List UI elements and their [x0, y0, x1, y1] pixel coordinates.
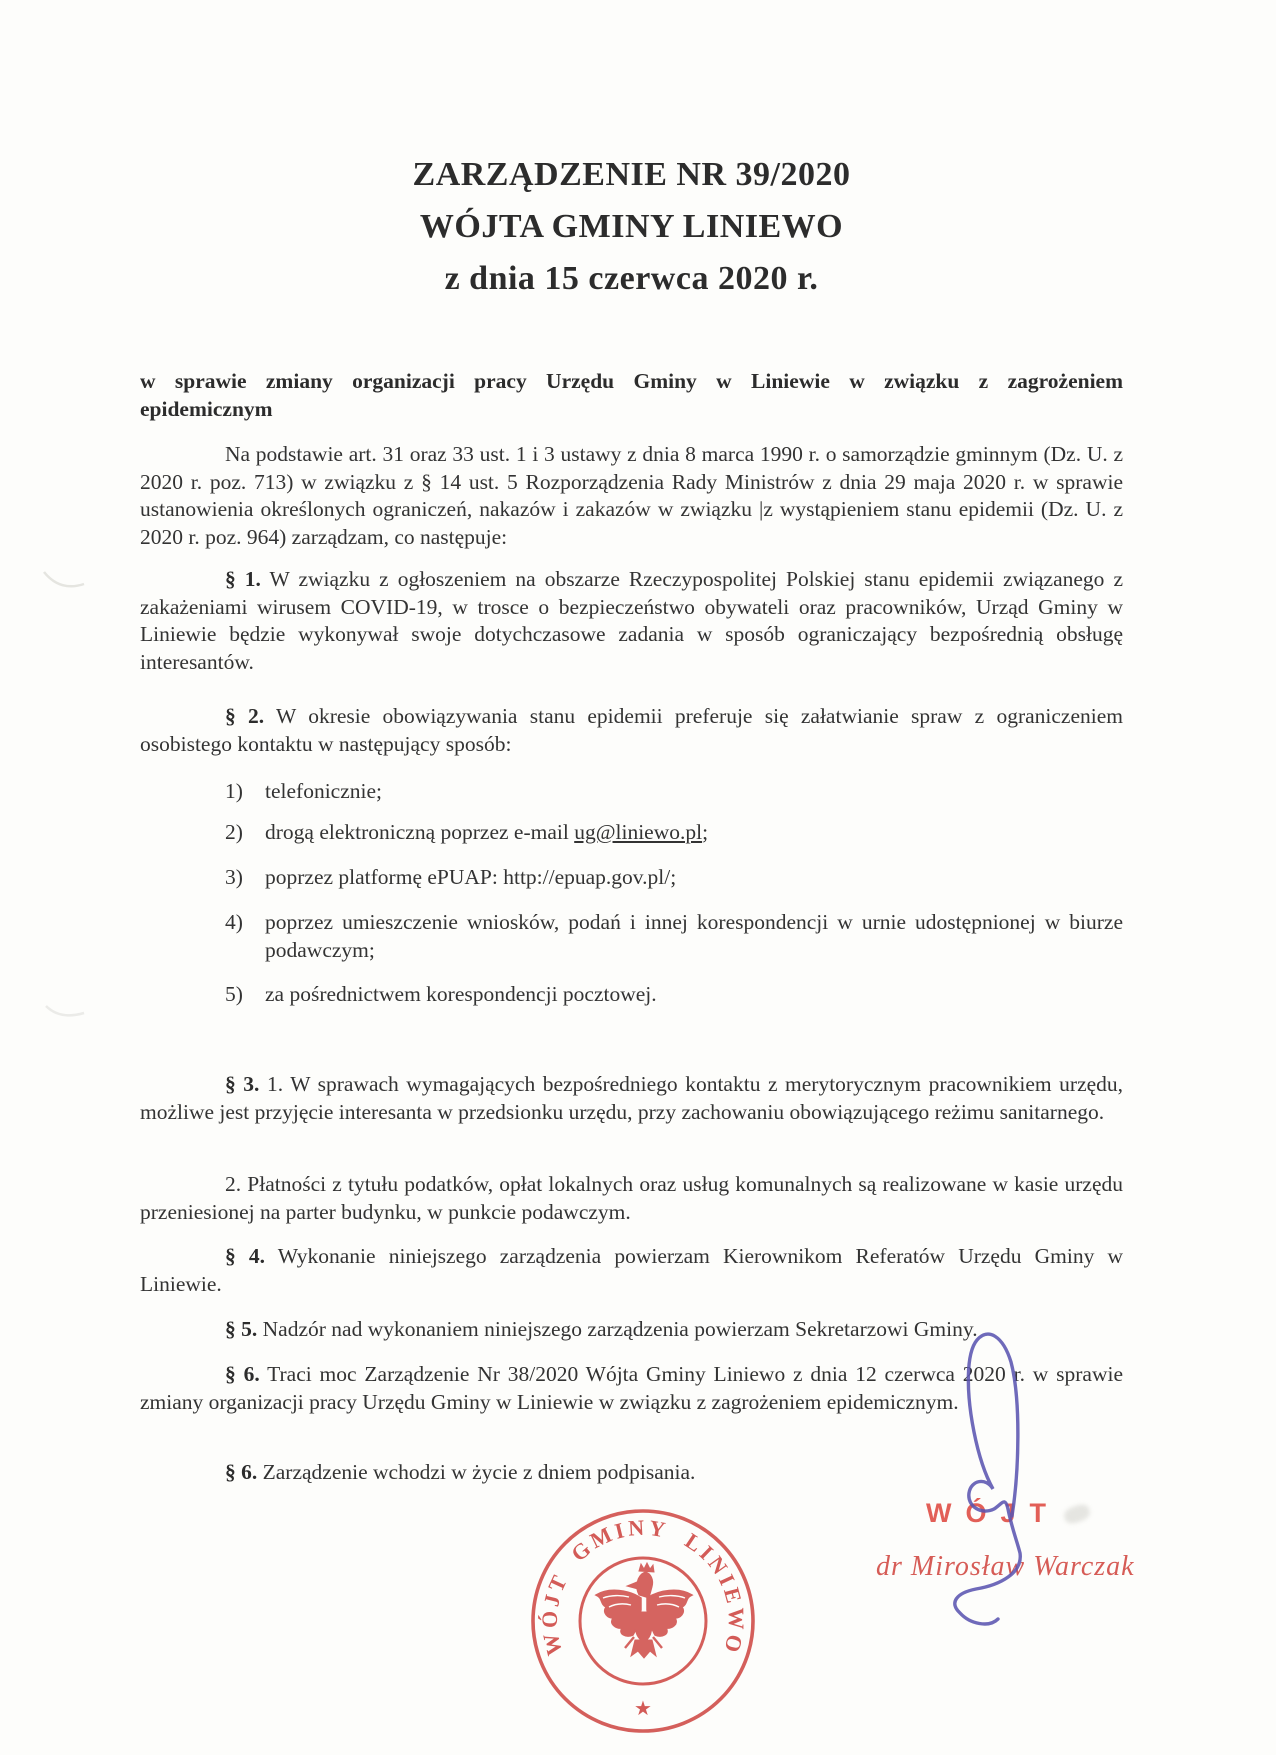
list-item-1-text: telefonicznie;	[265, 779, 382, 803]
section-1-mark: § 1.	[225, 567, 261, 591]
section-5-text: Nadzór nad wykonaniem niniejszego zarządzenia powierzam Sekretarzowi Gminy.	[262, 1317, 978, 1341]
section-6-text: Traci moc Zarządzenie Nr 38/2020 Wójta Gminy Liniewo z dnia 12 czerwca 2020 r. w sprawie zmiany organizacji pracy Urzędu Gminy w Liniewie w związku z zagrożeniem epidemicznym.	[140, 1362, 1123, 1414]
section-3-mark: § 3.	[225, 1072, 260, 1096]
list-item-1-marker: 1)	[225, 779, 243, 803]
pen-signature-stroke	[955, 1334, 1020, 1624]
list-item-5-text: za pośrednictwem korespondencji pocztowej.	[265, 982, 657, 1006]
section-2-mark: § 2.	[225, 704, 265, 728]
list-item-3-marker: 3)	[225, 865, 243, 889]
section-4-mark: § 4.	[225, 1244, 266, 1268]
seal-ring-text: WÓJT GMINY LINIEWO	[536, 1514, 750, 1659]
scan-artifact-curve-2	[46, 1006, 84, 1015]
legal-basis-paragraph: Na podstawie art. 31 oraz 33 ust. 1 i 3 ustawy z dnia 8 marca 1990 r. o samorządzie gminnym (Dz. U. z 2020 r. poz. 713) w związku z § 14 ust. 5 Rozporządzenia Rady Ministrów z dnia 29 maja 2020 r. w sprawie ustanowienia określonych ograniczeń, nakazów i zakazów w związku |z wystąpieniem stanu epidemii (Dz. U. z 2020 r. poz. 964) zarządzam, co następuje:	[140, 442, 1123, 549]
section-3-point-2-mark: 2.	[225, 1172, 242, 1196]
list-item-4-marker: 4)	[225, 910, 243, 934]
section-5-mark: § 5.	[225, 1317, 258, 1341]
section-4-text: Wykonanie niniejszego zarządzenia powierzam Kierownikom Referatów Urzędu Gminy w Liniewie.	[140, 1244, 1123, 1296]
section-2-text: W okresie obowiązywania stanu epidemii preferuje się załatwianie spraw z ograniczeniem osobistego kontaktu w następujący sposób:	[140, 704, 1123, 756]
ordinance-date-title: z dnia 15 czerwca 2020 r.	[444, 260, 819, 297]
section-3-text: 1. W sprawach wymagających bezpośredniego kontaktu z merytorycznym pracownikiem urzędu, możliwe jest przyjęcie interesanta w przedsionku urzędu, przy zachowaniu obowiązującego reżimu sanitarnego.	[140, 1072, 1124, 1124]
section-6-mark: § 6.	[225, 1362, 260, 1386]
ordinance-number-title: ZARZĄDZENIE NR 39/2020	[412, 156, 851, 193]
signer-name-stamp-text: dr Mirosław Warczak	[876, 1551, 1135, 1582]
list-item-4-text: poprzez umieszczenie wniosków, podań i innej korespondencji w urnie udostępnionej w biurze podawczym;	[265, 910, 1123, 962]
email-link[interactable]: ug@liniewo.pl	[574, 820, 703, 844]
section-6b-text: Zarządzenie wchodzi w życie z dniem podpisania.	[262, 1460, 696, 1484]
section-1-text: W związku z ogłoszeniem na obszarze Rzeczypospolitej Polskiej stanu epidemii związanego z zakażeniami wirusem COVID-19, w trosce o bezpieczeństwo obywateli oraz pracowników, Urząd Gminy w Liniewie będzie wykonywał swoje dotychczasowe zadania w sposób ograniczający bezpośrednią obsługę interesantów.	[140, 567, 1123, 674]
list-item-3-text: poprzez platformę ePUAP: http://epuap.gov.pl/;	[265, 865, 677, 889]
subject-line: w sprawie zmiany organizacji pracy Urzędu Gminy w Liniewie w związku z zagrożeniem epidemicznym	[140, 369, 1123, 421]
list-item-2-suffix: ;	[702, 820, 709, 844]
mayor-office-stamp-text: WÓJT	[926, 1498, 1060, 1528]
list-item-5-marker: 5)	[225, 982, 243, 1006]
seal-star: ★	[634, 1698, 652, 1720]
section-3-point-2-text: Płatności z tytułu podatków, opłat lokalnych oraz usług komunalnych są realizowane w kasie urzędu przeniesionej na parter budynku, w punkcie podawczym.	[140, 1172, 1124, 1224]
issuing-authority-title: WÓJTA GMINY LINIEWO	[419, 208, 844, 245]
list-item-2-marker: 2)	[225, 820, 243, 844]
section-6b-mark: § 6.	[225, 1460, 258, 1484]
scan-artifact-curve-1	[44, 572, 84, 586]
list-item-2-text: drogą elektroniczną poprzez e-mail	[265, 820, 575, 844]
